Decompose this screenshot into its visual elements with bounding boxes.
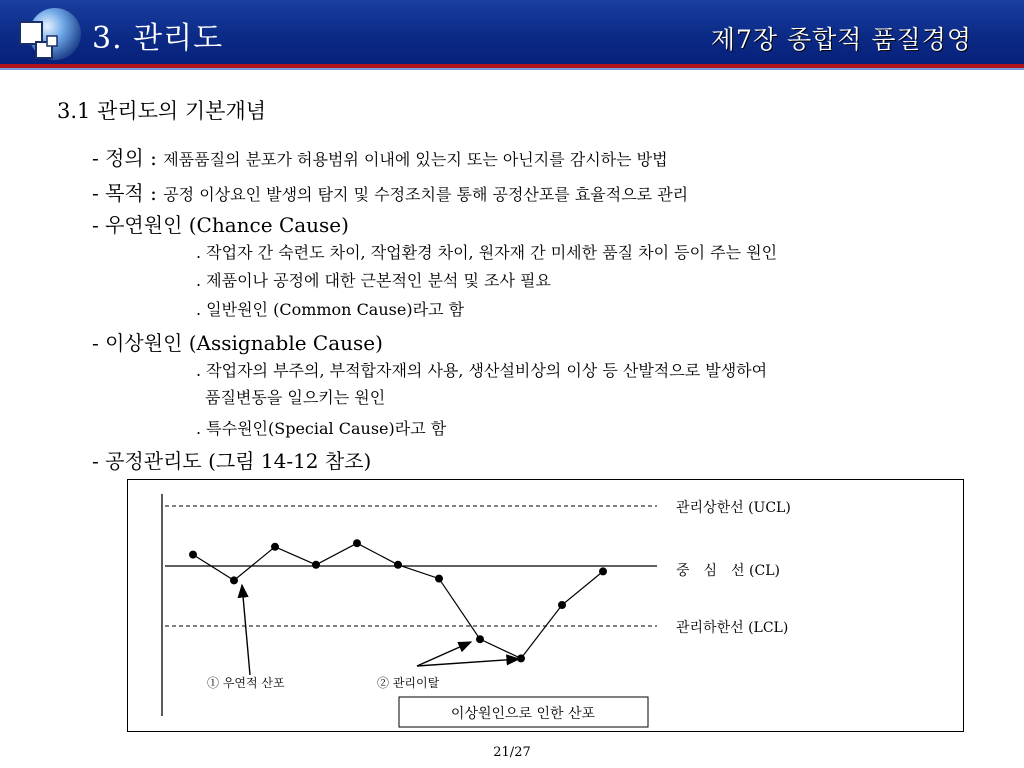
assignable-cause-item: . 특수원인(Special Cause)라고 함	[196, 419, 447, 438]
data-point	[312, 561, 320, 569]
assignable-cause-heading: - 이상원인 (Assignable Cause)	[92, 331, 383, 355]
control-chart	[127, 479, 964, 732]
purpose-line	[92, 177, 688, 206]
chart-frame	[128, 480, 964, 732]
data-point	[189, 551, 197, 559]
data-point	[476, 635, 484, 643]
assignable-cause-item: . 작업자의 부주의, 부적합자재의 사용, 생산설비상의 이상 등 산발적으로 발생하여	[196, 361, 768, 380]
chance-cause-item: . 제품이나 공정에 대한 근본적인 분석 및 조사 필요	[196, 271, 551, 290]
definition-text: 제품품질의 분포가 허용범위 이내에 있는지 또는 아닌지를 감시하는 방법	[163, 150, 668, 169]
data-point	[230, 576, 238, 584]
globe-logo-icon	[10, 6, 84, 62]
page-number: 21/27	[493, 745, 531, 760]
chart-caption: 이상원인으로 인한 산포	[450, 706, 596, 722]
data-point	[353, 539, 361, 547]
data-point	[599, 567, 607, 575]
control-chart-heading: - 공정관리도 (그림 14-12 참조)	[92, 449, 372, 473]
header-light-stripe	[0, 68, 1024, 70]
purpose-text: 공정 이상요인 발생의 탐지 및 수정조치를 통해 공정산포를 효율적으로 관리	[163, 185, 689, 204]
lcl-label: 관리하한선 (LCL)	[676, 620, 789, 636]
chance-cause-heading: - 우연원인 (Chance Cause)	[92, 213, 349, 237]
purpose-label: - 목적 :	[92, 181, 164, 205]
chance-cause-item: . 일반원인 (Common Cause)라고 함	[196, 300, 465, 319]
data-point	[435, 575, 443, 583]
assignable-cause-item: 품질변동을 일으키는 원인	[205, 388, 386, 407]
definition-line	[92, 142, 668, 171]
chance-cause-item: . 작업자 간 숙련도 차이, 작업환경 차이, 원자재 간 미세한 품질 차이 등이 주는 원인	[196, 243, 778, 262]
slide-title: 3. 관리도	[92, 21, 224, 56]
data-point	[558, 601, 566, 609]
annotation-chance-variation: ① 우연적 산포	[207, 676, 285, 690]
ucl-label: 관리상한선 (UCL)	[676, 500, 791, 516]
definition-label: - 정의 :	[92, 146, 164, 170]
data-point	[394, 561, 402, 569]
section-title: 3.1 관리도의 기본개념	[57, 99, 267, 123]
annotation-out-of-control: ② 관리이탈	[377, 676, 440, 690]
chapter-title: 제7장 종합적 품질경영	[710, 25, 972, 54]
cl-label: 중 심 선 (CL)	[676, 563, 780, 579]
data-point	[271, 543, 279, 551]
